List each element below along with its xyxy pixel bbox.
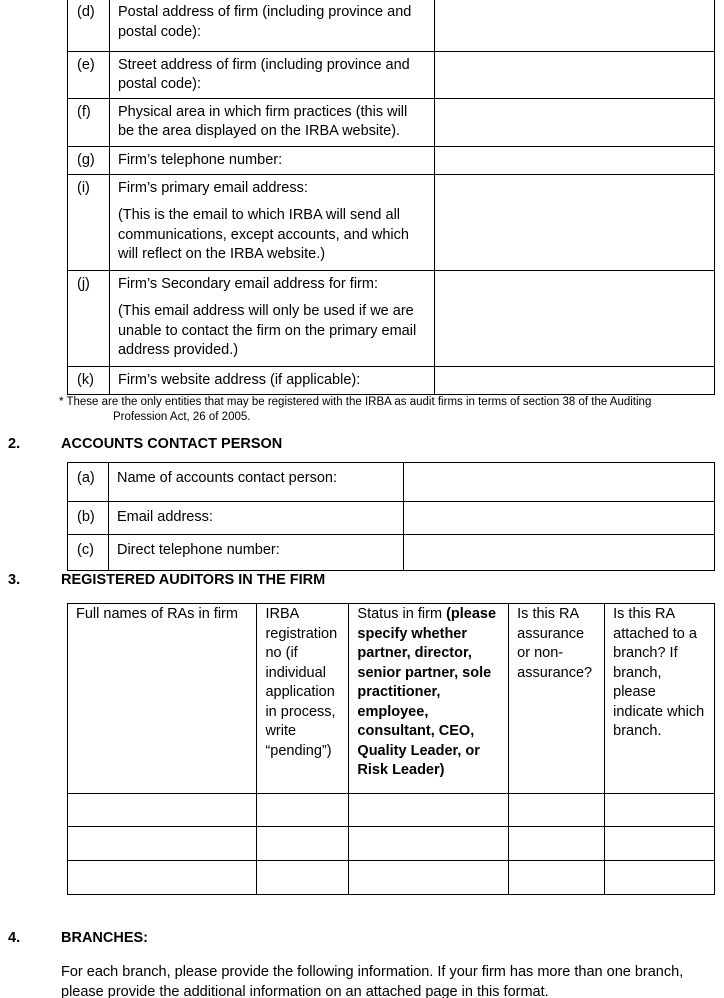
ra-name-cell[interactable] <box>68 861 257 895</box>
row-letter: (k) <box>68 366 110 394</box>
street-address-field[interactable] <box>434 51 714 98</box>
footnote-line: * These are the only entities that may be registered with the IRBA as audit firms in terms of section 38 of the Auditing <box>59 396 652 408</box>
section-title: REGISTERED AUDITORS IN THE FIRM <box>61 572 326 588</box>
row-label-main: Firm’s primary email address: <box>117 179 308 196</box>
row-letter: (j) <box>68 270 110 366</box>
contact-name-field[interactable] <box>403 463 714 502</box>
row-letter: (g) <box>68 146 110 174</box>
assurance-cell[interactable] <box>509 861 605 895</box>
row-label <box>109 270 434 366</box>
table-row <box>68 51 715 98</box>
secondary-email-field[interactable] <box>434 270 714 366</box>
column-header: Is this RA attached to a branch? If branch, please indicate which branch. <box>605 604 715 794</box>
section-number: 2. <box>8 436 21 452</box>
row-letter: (c) <box>68 535 109 571</box>
status-cell[interactable] <box>349 827 509 861</box>
row-label: Email address: <box>108 502 403 535</box>
table-row <box>68 535 715 571</box>
column-header-text: Status in firm <box>357 606 447 622</box>
branch-cell[interactable] <box>605 827 715 861</box>
table-row <box>68 98 715 146</box>
section-title: BRANCHES: <box>61 930 148 946</box>
status-cell[interactable] <box>349 794 509 827</box>
table-row <box>68 827 715 861</box>
footnote-line: Profession Act, 26 of 2005. <box>113 411 251 423</box>
branch-cell[interactable] <box>605 861 715 895</box>
accounts-contact-table <box>67 462 715 571</box>
row-letter: (i) <box>68 174 110 270</box>
primary-email-field[interactable] <box>434 174 714 270</box>
contact-telephone-field[interactable] <box>403 535 714 571</box>
table-row <box>68 794 715 827</box>
row-label-note: (This is the email to which IRBA will send all communications, except accounts, and which will reflect on the IRBA website.) <box>117 207 409 262</box>
table-header-row <box>68 604 715 794</box>
section-body-text: For each branch, please provide the following information. If your firm has more than one branch, please provide the additional information on an attached page in this format. <box>61 964 684 998</box>
section-title: ACCOUNTS CONTACT PERSON <box>61 436 283 452</box>
column-header-emphasis: (please specify whether partner, director, senior partner, sole practitioner, employee, consultant, CEO, Quality Leader, or Risk Leader) <box>357 606 497 778</box>
table-row <box>68 270 715 366</box>
table-row <box>68 861 715 895</box>
section-number: 4. <box>8 930 21 946</box>
row-letter: (b) <box>68 502 109 535</box>
footnote <box>59 395 699 425</box>
row-letter: (d) <box>68 0 110 51</box>
registered-auditors-table <box>67 603 715 895</box>
row-letter: (f) <box>68 98 110 146</box>
physical-area-field[interactable] <box>434 98 714 146</box>
registration-no-cell[interactable] <box>257 827 349 861</box>
row-label-main: Firm’s Secondary email address for firm: <box>117 275 378 292</box>
ra-name-cell[interactable] <box>68 794 257 827</box>
row-label-note: (This email address will only be used if we are unable to contact the firm on the primary email address provided.) <box>117 303 417 358</box>
row-label: Physical area in which firm practices (this will be the area displayed on the IRBA website). <box>109 98 434 146</box>
postal-address-field[interactable] <box>434 0 714 51</box>
row-label: Firm’s website address (if applicable): <box>109 366 434 394</box>
website-field[interactable] <box>434 366 714 394</box>
row-label: Street address of firm (including province and postal code): <box>109 51 434 98</box>
registration-no-cell[interactable] <box>257 861 349 895</box>
status-cell[interactable] <box>349 861 509 895</box>
column-header: IRBA registration no (if individual application in process, write “pending”) <box>257 604 349 794</box>
row-label: Direct telephone number: <box>108 535 403 571</box>
row-label: Firm’s telephone number: <box>109 146 434 174</box>
registration-no-cell[interactable] <box>257 794 349 827</box>
column-header <box>349 604 509 794</box>
row-letter: (a) <box>68 463 109 502</box>
column-header: Is this RA assurance or non-assurance? <box>509 604 605 794</box>
column-header: Full names of RAs in firm <box>68 604 257 794</box>
branch-cell[interactable] <box>605 794 715 827</box>
table-row <box>68 174 715 270</box>
row-label <box>109 174 434 270</box>
firm-details-table <box>67 0 715 395</box>
row-label: Name of accounts contact person: <box>108 463 403 502</box>
row-letter: (e) <box>68 51 110 98</box>
contact-email-field[interactable] <box>403 502 714 535</box>
assurance-cell[interactable] <box>509 794 605 827</box>
row-label: Postal address of firm (including province and postal code): <box>109 0 434 51</box>
telephone-field[interactable] <box>434 146 714 174</box>
table-row <box>68 502 715 535</box>
table-row <box>68 463 715 502</box>
table-row <box>68 366 715 394</box>
section-number: 3. <box>8 572 21 588</box>
ra-name-cell[interactable] <box>68 827 257 861</box>
table-row <box>68 146 715 174</box>
assurance-cell[interactable] <box>509 827 605 861</box>
table-row <box>68 0 715 51</box>
